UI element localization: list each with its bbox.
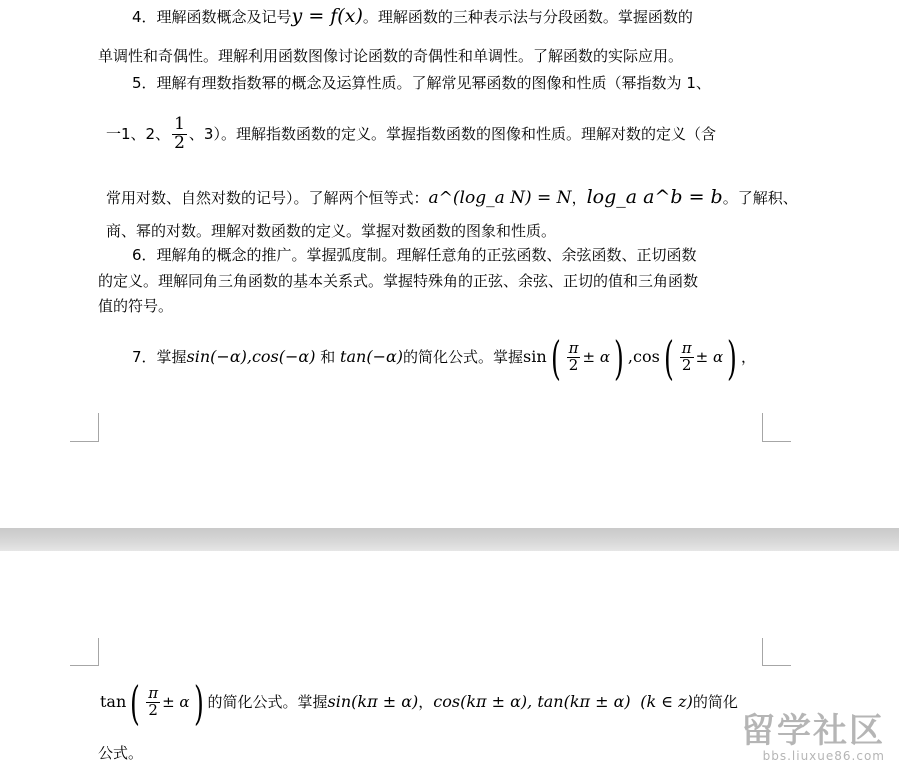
fraction-one-half — [172, 116, 187, 153]
item7-intro: 7．掌握 — [132, 348, 187, 366]
item6-line3: 值的符号。 — [98, 297, 174, 315]
fraction-pi-over-2-c — [146, 686, 160, 719]
item5-line2 — [106, 112, 716, 156]
margin-corner-bottom-left — [70, 413, 99, 442]
page2-line1-end: 的简化 — [692, 693, 738, 711]
frac-pi: π — [568, 339, 579, 358]
margin-corner-top-left — [70, 638, 99, 666]
item6-line2: 的定义。理解同角三角函数的基本关系式。掌握特殊角的正弦、余弦、正切的值和三角函数 — [98, 272, 699, 290]
identity-log-exp: log_a a^b = b — [586, 186, 723, 208]
tan-label: tan — [100, 692, 127, 711]
item5-line2-post: 、3）。理解指数函数的定义。掌握指数函数的图像和性质。理解对数的定义（含 — [188, 125, 716, 143]
item7-line: 7．掌握sin(−α),cos(−α) 和 tan(−α)的简化公式。掌握sin( $\frac{\pi}{2}$ ± α) ,cos( $\frac{\pi}{2}$ ± α) ， — [132, 330, 757, 385]
page-separator — [0, 528, 899, 551]
frac-den: 2 — [174, 133, 185, 153]
frac-two: 2 — [568, 356, 579, 374]
item4-text-post: 。理解函数的三种表示法与分段函数。掌握函数的 — [362, 8, 693, 26]
item5-line3-post: 。了解积、 — [722, 189, 798, 207]
frac-pi-c: π — [148, 684, 159, 703]
watermark-url: bbs.liuxue86.com — [762, 749, 885, 763]
item5-identities-intro: 常用对数、自然对数的记号）。了解两个恒等式： — [106, 189, 429, 207]
document-page-2 — [0, 551, 899, 771]
item7-and: 和 — [320, 348, 336, 366]
watermark-title: 留学社区 — [741, 711, 885, 751]
item6-line1: 6．理解角的概念的推广。掌握弧度制。理解任意角的正弦函数、余弦函数、正切函数 — [132, 246, 697, 264]
item5-line4: 商、幂的对数。理解对数函数的定义。掌握对数函数的图象和性质。 — [106, 222, 557, 240]
frac-num: 1 — [174, 114, 185, 135]
page2-comma: ， — [418, 693, 434, 711]
item4-text: 4．理解函数概念及记号 — [132, 8, 292, 26]
page2-line2: 公式。 — [98, 744, 144, 762]
identity-exp-log: a^(log_a N) = N — [428, 188, 572, 208]
page2-mid: 的简化公式。掌握 — [207, 693, 328, 711]
watermark — [741, 713, 885, 763]
formula-k-in-z: (k ∈ z) — [640, 692, 693, 711]
cos-label: ,cos — [627, 347, 660, 366]
frac-two-b: 2 — [681, 356, 692, 374]
formula-sin-k-pi: sin(kπ ± α) — [327, 692, 419, 711]
item7-mid: 的简化公式。掌握 — [403, 348, 524, 366]
pm-alpha-b: ± α — [695, 348, 724, 366]
formula-y-fx: y = f(x) — [291, 5, 363, 27]
pm-alpha-c: ± α — [162, 693, 190, 711]
item5-line1: 5．理解有理数指数幂的概念及运算性质。了解常见幂函数的图像和性质（幂指数为 1、 — [132, 74, 711, 92]
fraction-pi-over-2-b — [680, 341, 694, 374]
item4-line2: 单调性和奇偶性。理解利用函数图像讨论函数的奇偶性和单调性。了解函数的实际应用。 — [98, 47, 684, 65]
sin-label: sin — [523, 347, 547, 366]
item4-line1 — [132, 6, 693, 27]
page2-line1: tan( $\frac{\pi}{2}$ ± α) 的简化公式。掌握sin(kπ ± α)，cos(kπ ± α), tan(kπ ± α) (k ∈ z)的简化 — [100, 675, 738, 730]
margin-corner-top-right — [762, 638, 791, 666]
frac-two-c: 2 — [148, 701, 158, 719]
margin-corner-bottom-right — [762, 413, 791, 442]
item5-powers: 一1、2、 — [106, 125, 171, 143]
item5-line3: 常用对数、自然对数的记号）。了解两个恒等式：a^(log_a N) = N，log_a a^b = b。了解积、 — [106, 186, 798, 208]
frac-pi-b: π — [681, 339, 692, 358]
formula-sin-cos-neg-alpha: sin(−α),cos(−α) — [186, 347, 316, 366]
item7-end: ， — [741, 348, 757, 366]
formula-cos-tan-k-pi: cos(kπ ± α), tan(kπ ± α) — [433, 692, 631, 711]
formula-tan-neg-alpha: tan(−α) — [340, 347, 404, 366]
fraction-pi-over-2 — [567, 341, 581, 374]
pm-alpha: ± α — [582, 348, 610, 366]
